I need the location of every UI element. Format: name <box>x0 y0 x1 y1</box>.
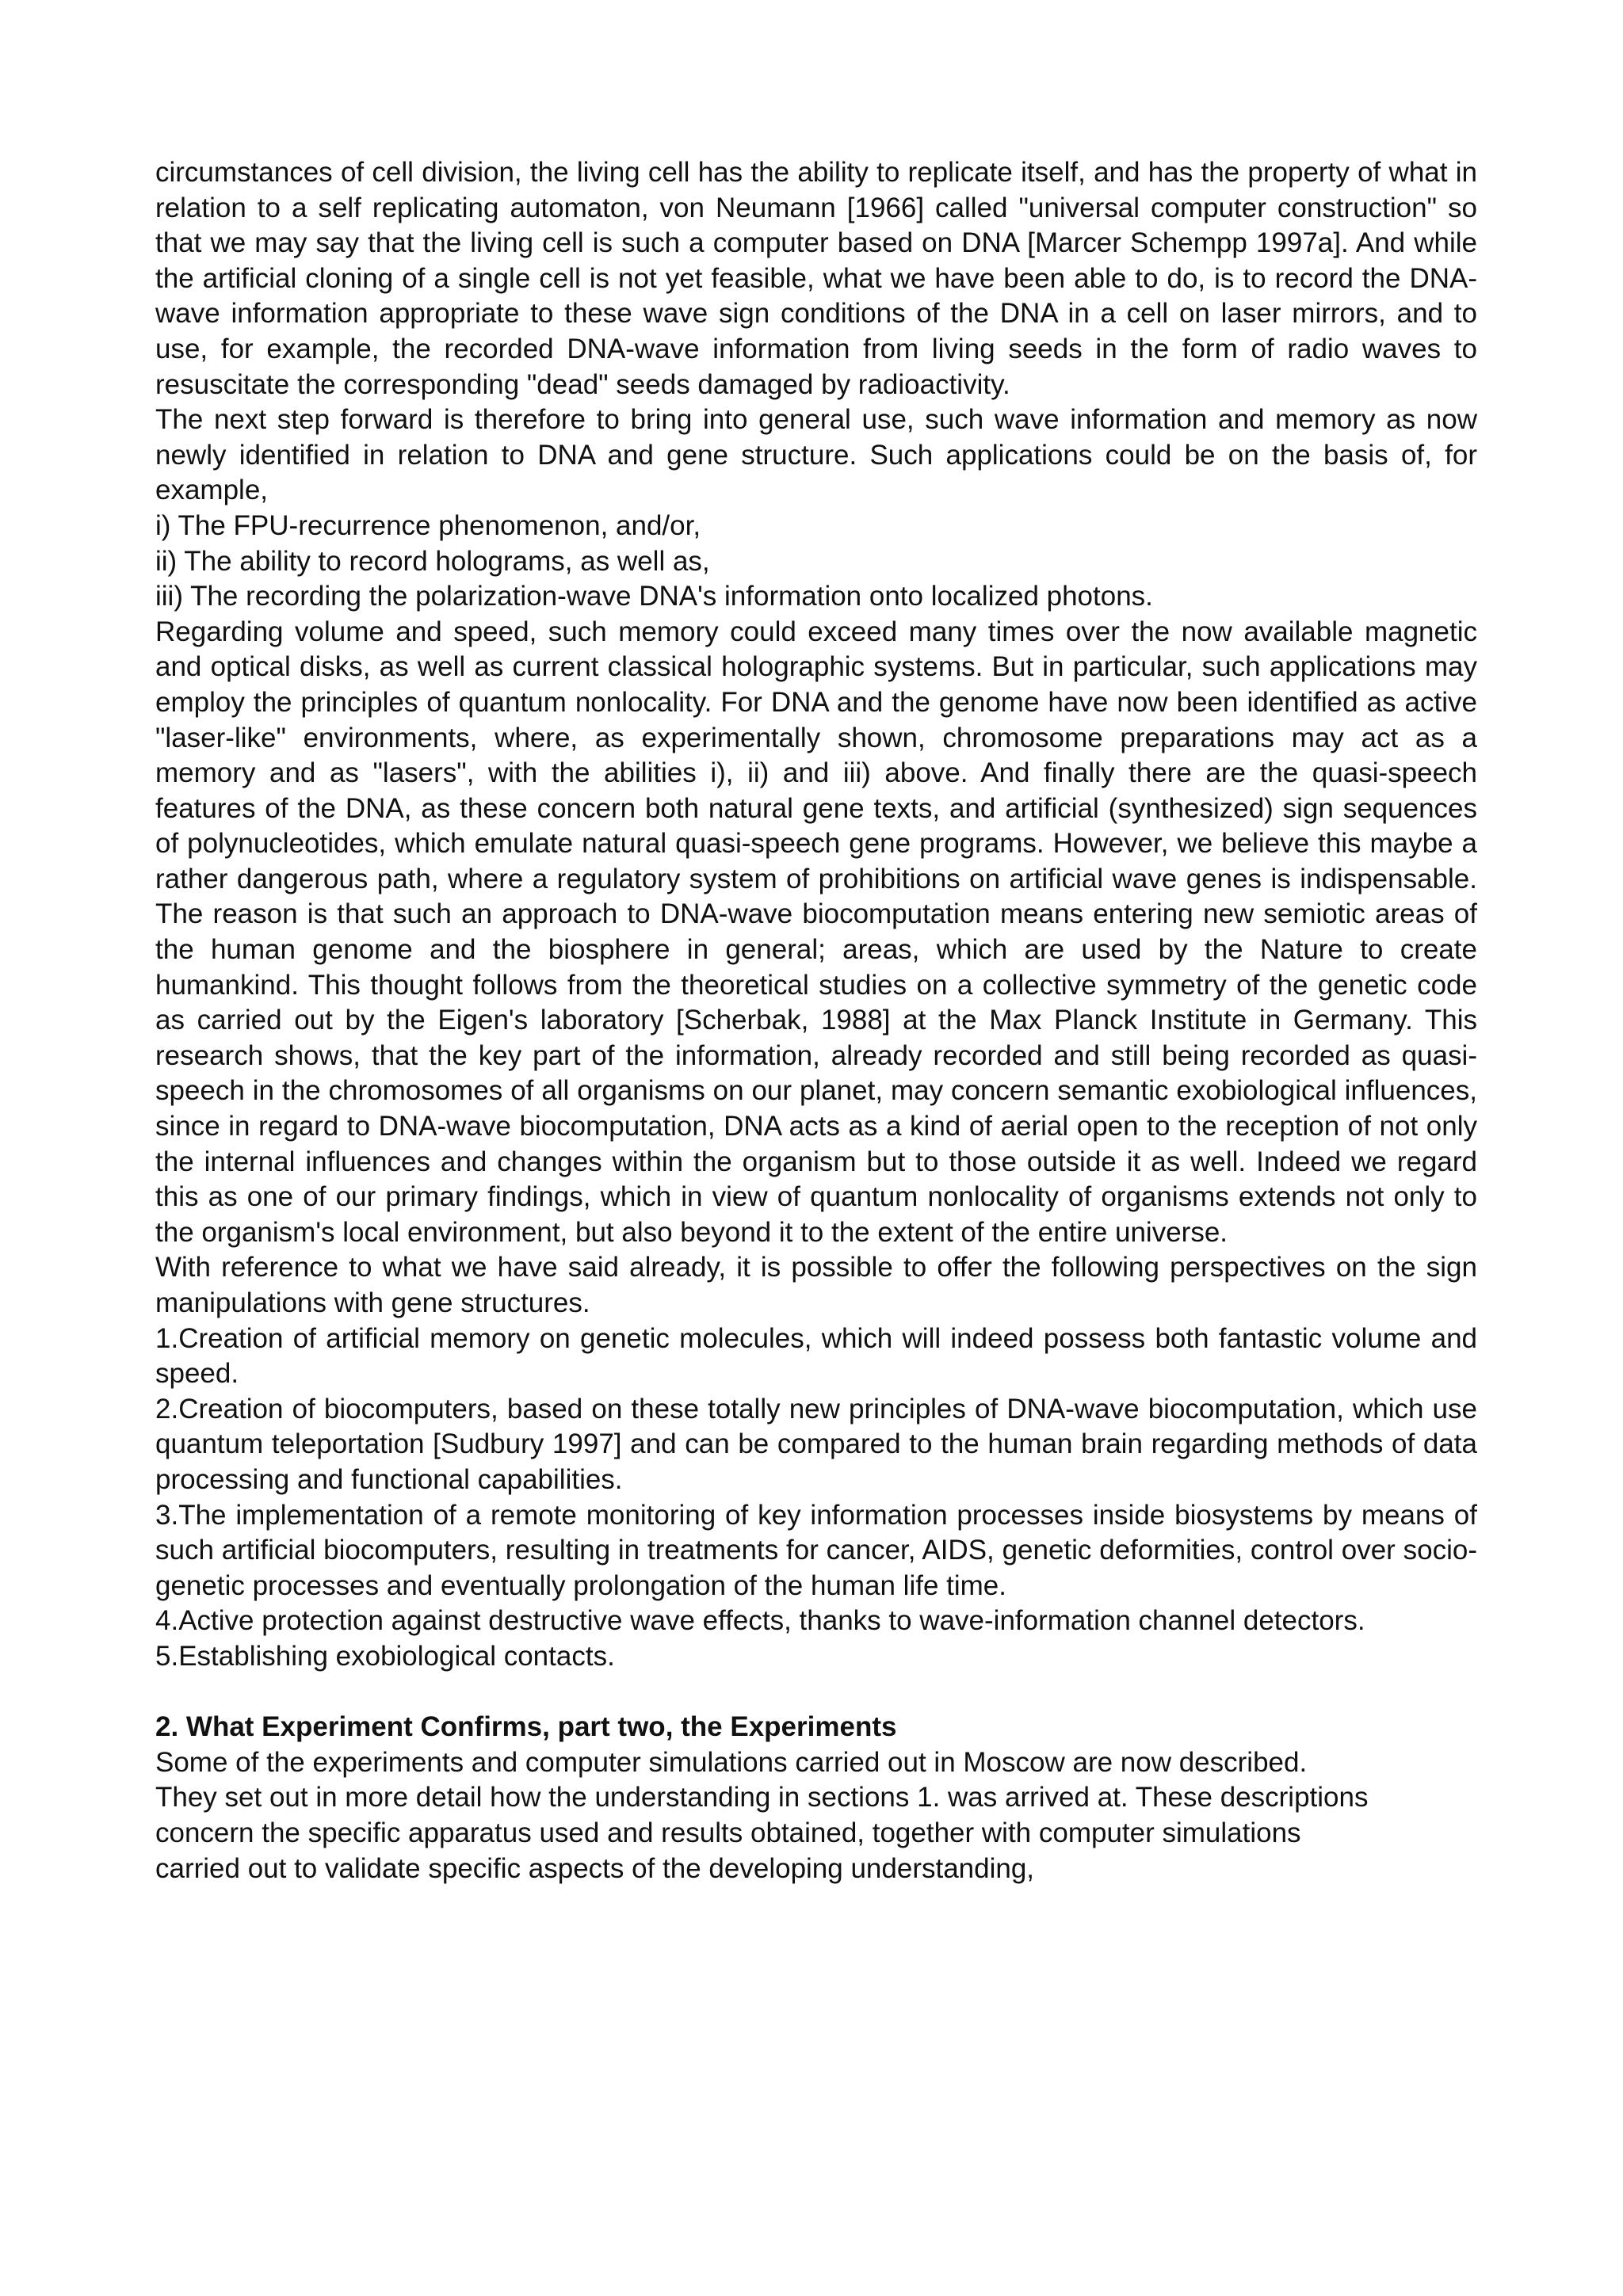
section-line: Some of the experiments and computer simulations carried out in Moscow are now described. <box>155 1746 1308 1778</box>
section-line: concern the specific apparatus used and results obtained, together with computer simulations <box>155 1817 1301 1848</box>
list-item-exobiological-contacts: 5.Establishing exobiological contacts. <box>155 1640 615 1672</box>
list-item-active-protection: 4.Active protection against destructive wave effects, thanks to wave-information channel detectors. <box>155 1605 1365 1637</box>
list-item-polarization-wave: iii) The recording the polarization-wave DNA's information onto localized photons. <box>155 581 1153 612</box>
section-spacer <box>155 1675 1477 1711</box>
list-item-biocomputers: 2.Creation of biocomputers, based on these totally new principles of DNA-wave biocomputation, which use quantum teleportation [Sudbury 1997] and can be compared to the human brain regarding methods of data processing and functional capabilities. <box>155 1393 1477 1495</box>
list-item-fpu-recurrence: i) The FPU-recurrence phenomenon, and/or, <box>155 509 701 541</box>
section-heading: 2. What Experiment Confirms, part two, the Experiments <box>155 1711 897 1743</box>
list-item-holograms: ii) The ability to record holograms, as well as, <box>155 545 710 577</box>
section-line: They set out in more detail how the understanding in sections 1. was arrived at. These descriptions <box>155 1782 1369 1814</box>
paragraph-next-step: The next step forward is therefore to bring into general use, such wave information and memory as now newly identified in relation to DNA and gene structure. Such applications could be on the basis of, for example, <box>155 404 1477 506</box>
list-item-remote-monitoring: 3.The implementation of a remote monitoring of key information processes inside biosystems by means of such artificial biocomputers, resulting in treatments for cancer, AIDS, genetic deformities, control over socio-genetic processes and eventually prolongation of the human life time. <box>155 1499 1477 1601</box>
paragraph-volume-speed: Regarding volume and speed, such memory could exceed many times over the now available magnetic and optical disks, as well as current classical holographic systems. But in particular, such applications may employ the principles of quantum nonlocality. For DNA and the genome have now been identified as active "laser-like" environments, where, as experimentally shown, chromosome preparations may act as a memory and as "lasers", with the abilities i), ii) and iii) above. And finally there are the quasi-speech features of the DNA, as these concern both natural gene texts, and artificial (synthesized) sign sequences of polynucleotides, which emulate natural quasi-speech gene programs. However, we believe this maybe a rather dangerous path, where a regulatory system of prohibitions on artificial wave genes is indispensable. The reason is that such an approach to DNA-wave biocomputation means entering new semiotic areas of the human genome and the biosphere in general; areas, which are used by the Nature to create humankind. This thought follows from the theoretical studies on a collective symmetry of the genetic code as carried out by the Eigen's laboratory [Scherbak, 1988] at the Max Planck Institute in Germany. This research shows, that the key part of the information, already recorded and still being recorded as quasi-speech in the chromosomes of all organisms on our planet, may concern semantic exobiological influences, since in regard to DNA-wave biocomputation, DNA acts as a kind of aerial open to the reception of not only the internal influences and changes within the organism but to those outside it as well. Indeed we regard this as one of our primary findings, which in view of quantum nonlocality of organisms extends not only to the organism's local environment, but also beyond it to the extent of the entire universe. <box>155 616 1477 1248</box>
paragraph-cell-replication: circumstances of cell division, the living cell has the ability to replicate itself, and has the property of what in relation to a self replicating automaton, von Neumann [1966] called "universal computer construction" so that we may say that the living cell is such a computer based on DNA [Marcer Schempp 1997a]. And while the artificial cloning of a single cell is not yet feasible, what we have been able to do, is to record the DNA-wave information appropriate to these wave sign conditions of the DNA in a cell on laser mirrors, and to use, for example, the recorded DNA-wave information from living seeds in the form of radio waves to resuscitate the corresponding "dead" seeds damaged by radioactivity. <box>155 157 1477 400</box>
section-line: carried out to validate specific aspects of the developing understanding, <box>155 1852 1035 1884</box>
paragraph-perspectives-intro: With reference to what we have said already, it is possible to offer the following perspectives on the sign manipulations with gene structures. <box>155 1252 1477 1318</box>
document-page <box>155 155 1477 1886</box>
list-item-artificial-memory: 1.Creation of artificial memory on genetic molecules, which will indeed possess both fantastic volume and speed. <box>155 1322 1477 1390</box>
